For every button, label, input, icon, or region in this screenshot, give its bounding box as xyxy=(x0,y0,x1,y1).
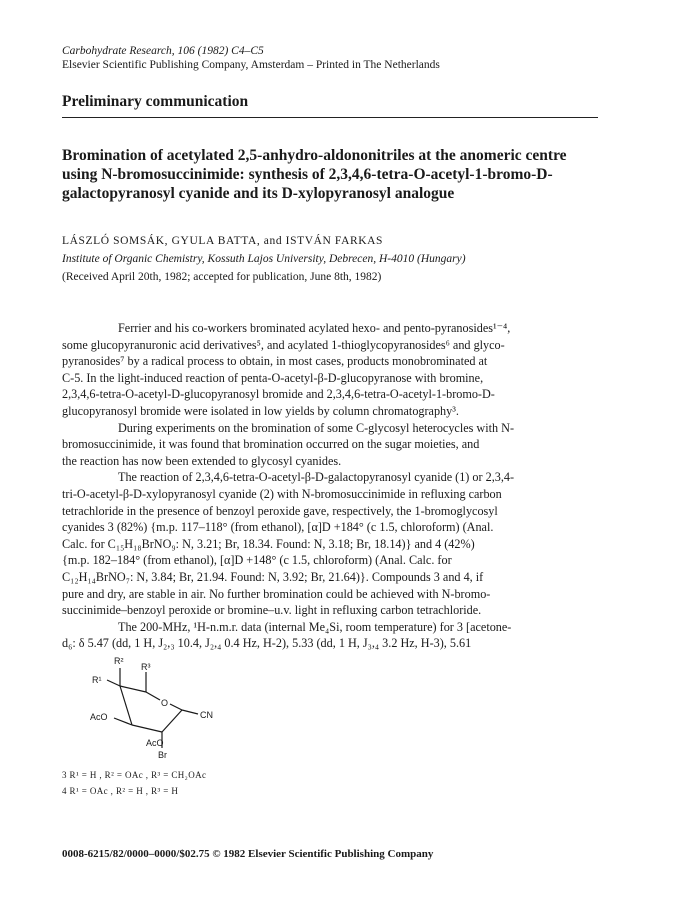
copyright-footer: 0008-6215/82/0000–0000/$02.75 © 1982 Elsevier Scientific Publishing Company xyxy=(62,848,434,860)
body-line: the reaction has now been extended to glycosyl cyanides. xyxy=(62,453,342,468)
title-line: Bromination of acetylated 2,5-anhydro-aldononitriles at the anomeric centre xyxy=(62,147,567,164)
body-line: pure and dry, are stable in air. No further bromination could be achieved with N-bromo- xyxy=(62,586,491,601)
body-line: C₁₂H₁₄BrNO₇: N, 3.84; Br, 21.94. Found: N, 3.92; Br, 21.64)}. Compounds 3 and 4, if xyxy=(62,569,484,584)
received-dates: (Received April 20th, 1982; accepted for publication, June 8th, 1982) xyxy=(62,271,382,283)
structure-caption-line: 3 R¹ = H , R² = OAc , R³ = CH₂OAc xyxy=(62,770,207,780)
body-line: bromosuccinimide, it was found that bromination occurred on the sugar moieties, and xyxy=(62,437,480,452)
section-divider xyxy=(62,117,598,118)
article-title xyxy=(62,146,607,203)
body-line: d₆: δ 5.47 (dd, 1 H, J₂,₃ 10.4, J₂,₄ 0.4 Hz, H-2), 5.33 (dd, 1 H, J₃,₄ 3.2 Hz, H-3), 5.61 xyxy=(62,636,472,651)
body-line: 2,3,4,6-tetra-O-acetyl-D-glucopyranosyl bromide and 2,3,4,6-tetra-O-acetyl-1-bromo-D- xyxy=(62,387,495,402)
section-label: Preliminary communication xyxy=(62,93,249,110)
title-line: galactopyranosyl cyanide and its D-xylopyranosyl analogue xyxy=(62,185,455,202)
struct-label-ring-o: O xyxy=(161,698,169,708)
body-line: tetrachloride in the presence of benzoyl peroxide gave, respectively, the 1-bromoglycosyl xyxy=(62,503,498,518)
structure-caption-line: 4 R¹ = OAc , R² = H , R³ = H xyxy=(62,786,179,796)
struct-label-r3: R³ xyxy=(141,662,151,672)
body-line: some glucopyranuronic acid derivatives⁵, and acylated 1-thioglycopyranosides⁶ and glyco- xyxy=(62,337,505,352)
body-line: {m.p. 182–184° (from ethanol), [α]D +148° (c 1.5, chloroform) (Anal. Calc. for xyxy=(62,553,452,568)
body-line: pyranosides⁷ by a radical process to obtain, in most cases, products monobrominated at xyxy=(62,354,488,369)
chemical-structure xyxy=(62,650,262,760)
journal-citation: Carbohydrate Research, 106 (1982) C4–C5 xyxy=(62,45,264,57)
body-line: The reaction of 2,3,4,6-tetra-O-acetyl-β-D-galactopyranosyl cyanide (1) or 2,3,4- xyxy=(118,470,515,485)
publisher-line: Elsevier Scientific Publishing Company, Amsterdam – Printed in The Netherlands xyxy=(62,59,440,71)
struct-label-aco-left: AcO xyxy=(90,712,108,722)
body-line: The 200-MHz, ¹H-n.m.r. data (internal Me₄Si, room temperature) for 3 [acetone- xyxy=(118,619,512,634)
body-line: glucopyranosyl bromide were isolated in low yields by column chromatography³. xyxy=(62,403,459,418)
struct-label-aco-bottom: AcO xyxy=(146,738,164,748)
structure-caption xyxy=(62,767,206,799)
author-list: LÁSZLÓ SOMSÁK, GYULA BATTA, and ISTVÁN FARKAS xyxy=(62,235,384,247)
title-line: using N-bromosuccinimide: synthesis of 2,3,4,6-tetra-O-acetyl-1-bromo-D- xyxy=(62,166,553,183)
body-line: succinimide–benzoyl peroxide or bromine–u.v. light in refluxing carbon tetrachloride. xyxy=(62,603,482,618)
struct-label-br: Br xyxy=(158,750,167,760)
body-line: During experiments on the bromination of some C-glycosyl heterocycles with N- xyxy=(118,420,515,435)
struct-label-r2: R² xyxy=(114,656,124,666)
body-line: Ferrier and his co-workers brominated acylated hexo- and pento-pyranosides¹⁻⁴, xyxy=(118,321,511,335)
struct-label-r1: R¹ xyxy=(92,675,102,685)
affiliation: Institute of Organic Chemistry, Kossuth Lajos University, Debrecen, H-4010 (Hungary) xyxy=(62,253,466,265)
body-line: cyanides 3 (82%) {m.p. 117–118° (from ethanol), [α]D +184° (c 1.5, chloroform) (Anal. xyxy=(62,520,494,535)
body-line: C-5. In the light-induced reaction of penta-O-acetyl-β-D-glucopyranose with bromine, xyxy=(62,370,484,385)
article-body xyxy=(62,320,610,652)
struct-label-cn: CN xyxy=(200,710,213,720)
journal-header xyxy=(62,44,440,72)
body-line: Calc. for C₁₅H₁₈BrNO₉: N, 3.21; Br, 18.34. Found: N, 3.18; Br, 18.14)} and 4 (42%) xyxy=(62,536,475,551)
body-line: tri-O-acetyl-β-D-xylopyranosyl cyanide (2) with N-bromosuccinimide in refluxing carbon xyxy=(62,486,502,501)
